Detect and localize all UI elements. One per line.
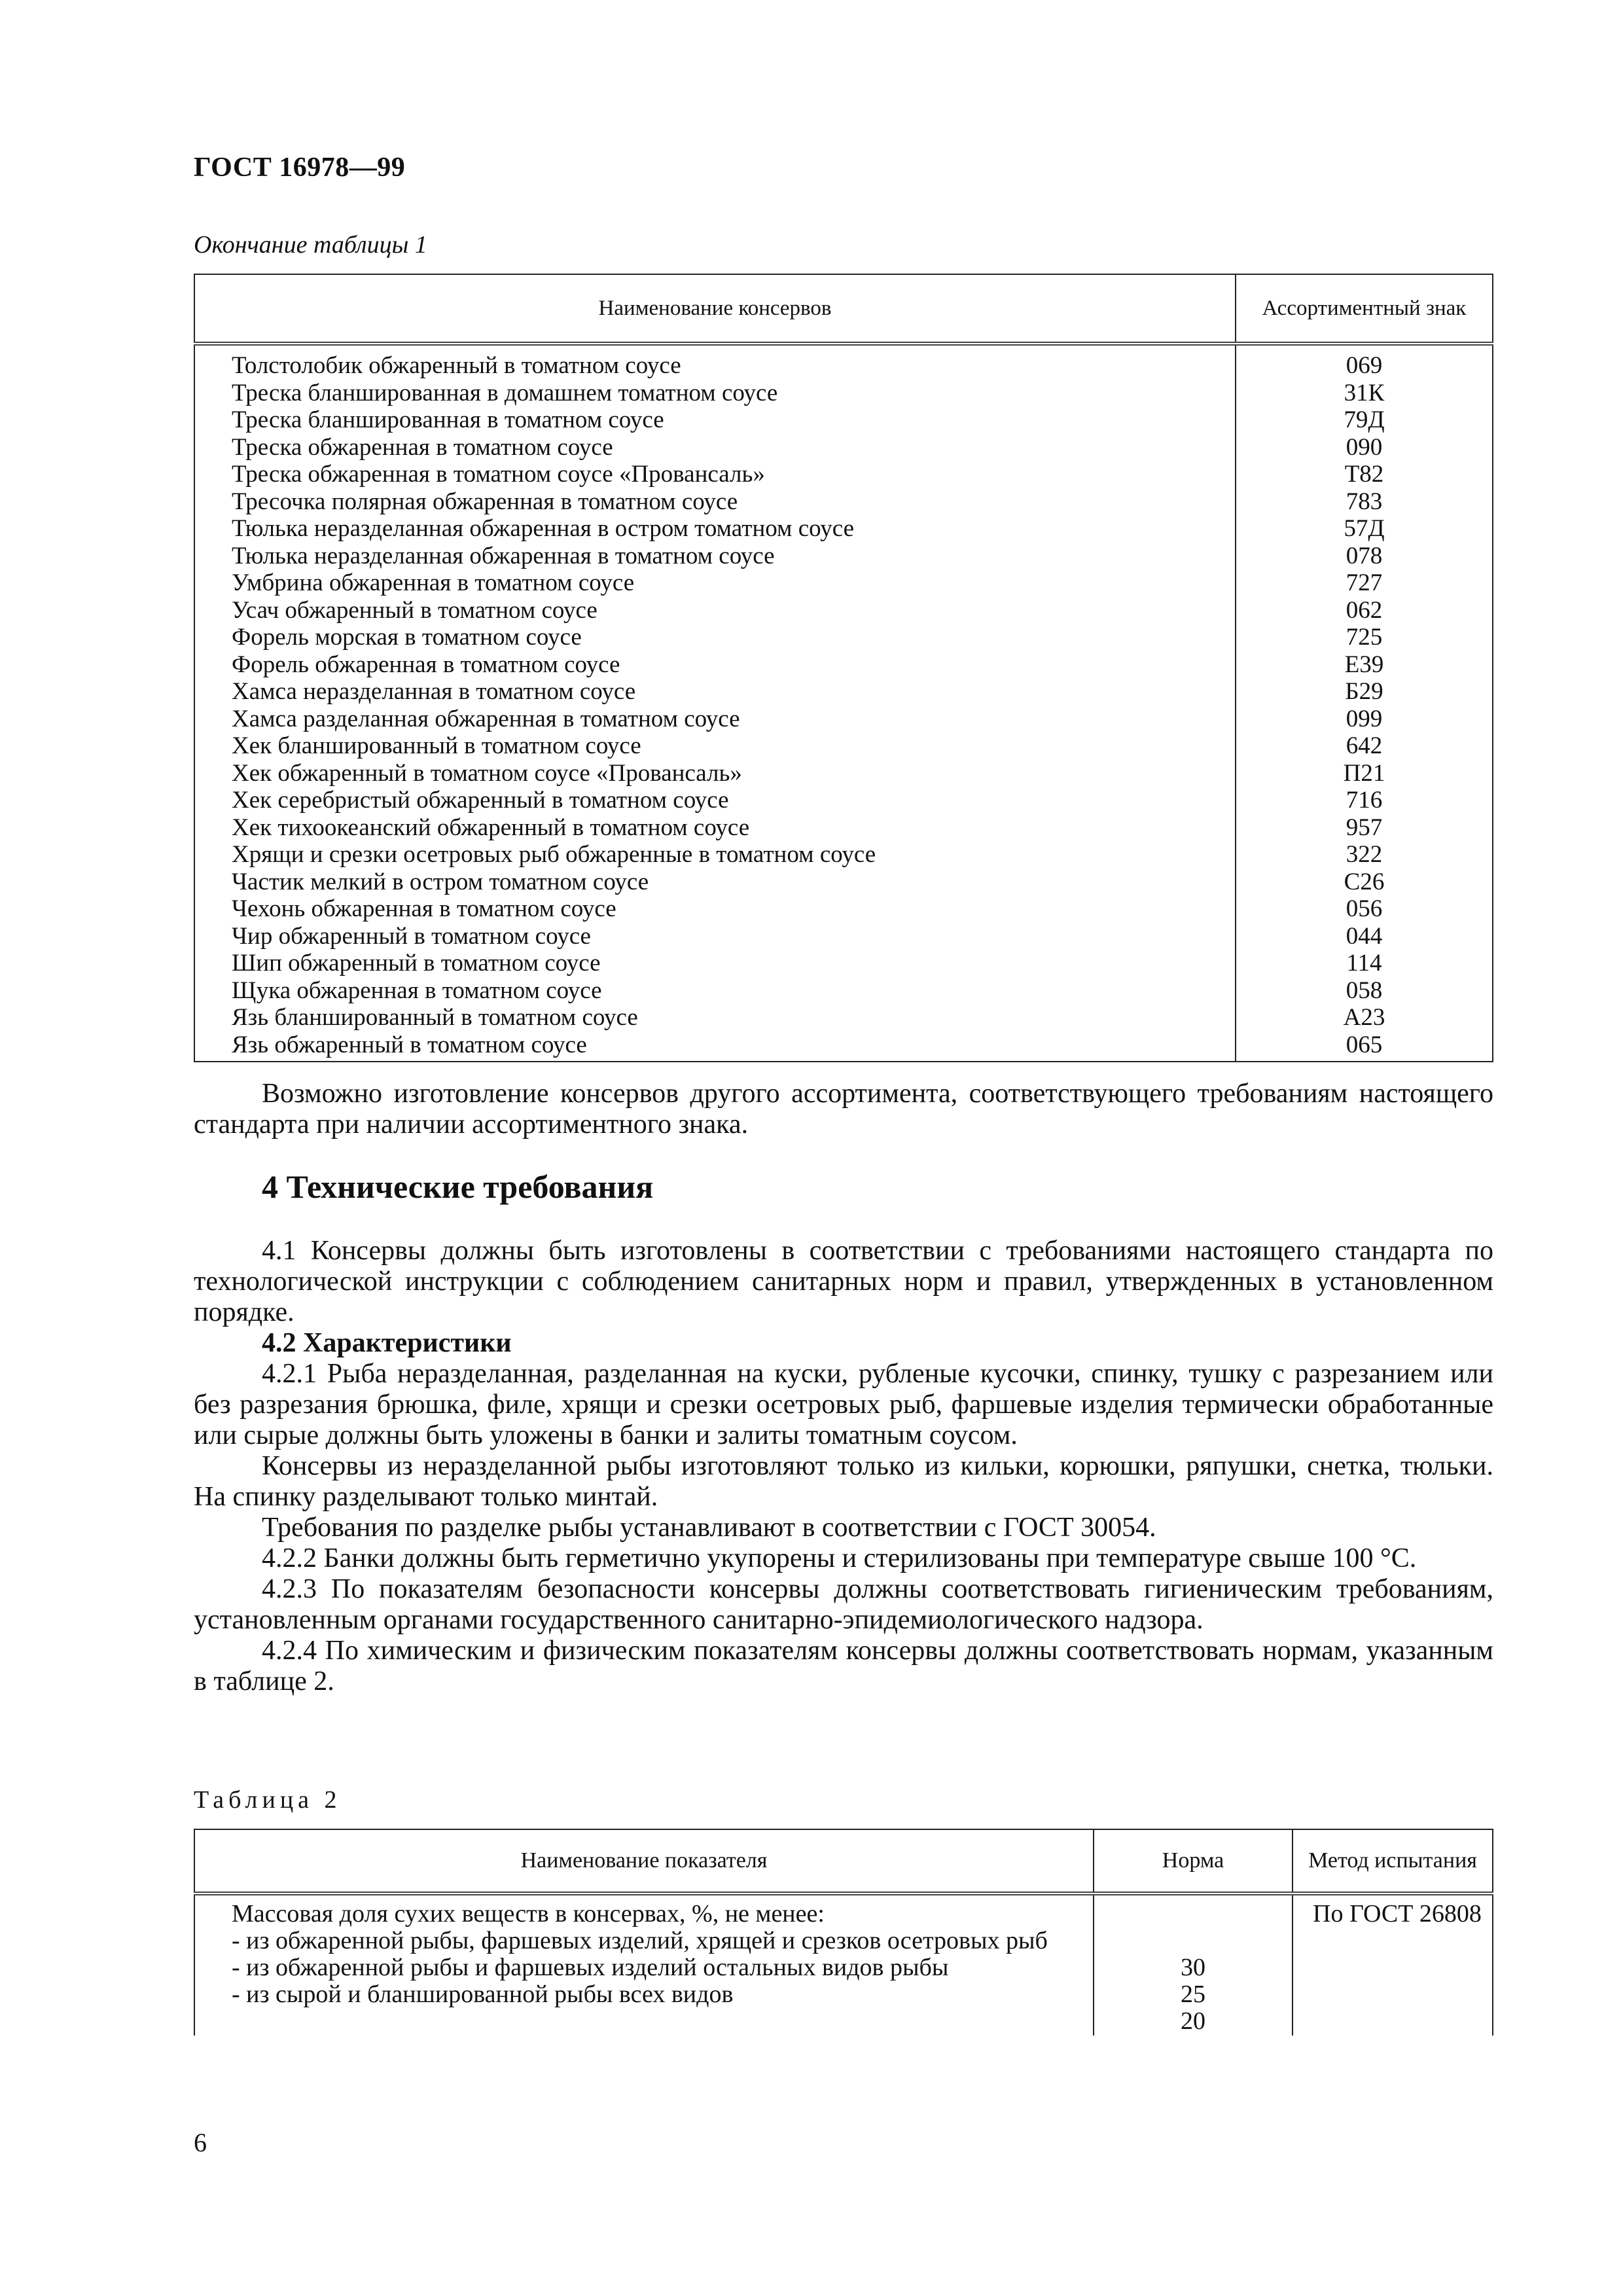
paragraph-4-2-4: 4.2.4 По химическим и физическим показателям консервы должны соответствовать нормам, указанным в таблице 2.	[194, 1636, 1493, 1696]
product-code: 322	[1236, 841, 1493, 869]
table-row	[194, 515, 1493, 543]
product-code: 642	[1236, 732, 1493, 760]
product-code: 114	[1236, 950, 1493, 977]
table1-col-code: Ассортиментный знак	[1236, 274, 1493, 344]
table-row	[194, 461, 1493, 488]
product-code: П21	[1236, 760, 1493, 787]
product-code: Т82	[1236, 461, 1493, 488]
product-code: 078	[1236, 543, 1493, 570]
product-code: А23	[1236, 1004, 1493, 1031]
indicator-item: - из обжаренной рыбы, фаршевых изделий, хрящей и срезков осетровых рыб	[232, 1927, 1048, 1954]
norm-cell	[1094, 1893, 1293, 2036]
table-row	[194, 814, 1493, 842]
table1-header-row	[194, 274, 1493, 344]
indicator-item: - из обжаренной рыбы и фаршевых изделий остальных видов рыбы	[232, 1954, 949, 1981]
table-row	[194, 380, 1493, 407]
table-row	[194, 706, 1493, 733]
product-code: 57Д	[1236, 515, 1493, 543]
section-4-body	[194, 1236, 1493, 1697]
product-name: Умбрина обжаренная в томатном соусе	[194, 569, 1236, 597]
product-name: Чир обжаренный в томатном соусе	[194, 923, 1236, 950]
table1	[194, 274, 1493, 1062]
table-row	[194, 651, 1493, 679]
table-row	[194, 406, 1493, 434]
norm-value: 30	[1181, 1954, 1205, 1981]
table-row	[194, 732, 1493, 760]
product-code: 783	[1236, 488, 1493, 516]
assortment-note	[194, 1079, 1493, 1140]
table1-caption: Окончание таблицы 1	[194, 231, 427, 259]
table-row	[194, 787, 1493, 814]
table-row	[194, 841, 1493, 869]
table-row	[194, 760, 1493, 787]
product-name: Тресочка полярная обжаренная в томатном соусе	[194, 488, 1236, 516]
norm-value: 20	[1181, 2007, 1205, 2035]
paragraph-4-1: 4.1 Консервы должны быть изготовлены в соответствии с требованиями настоящего стандарта по технологической инструкции с соблюдением санитарных норм и правил, утвержденных в установленном порядке.	[194, 1236, 1493, 1327]
product-name: Форель морская в томатном соусе	[194, 624, 1236, 651]
table-row	[194, 543, 1493, 570]
table-row	[194, 1004, 1493, 1031]
product-code: 727	[1236, 569, 1493, 597]
table-row	[194, 950, 1493, 977]
product-name: Хамса разделанная обжаренная в томатном соусе	[194, 706, 1236, 733]
table2-col-indicator: Наименование показателя	[194, 1829, 1094, 1893]
table2	[194, 1829, 1493, 2036]
indicator-title: Массовая доля сухих веществ в консервах, %, не менее:	[232, 1900, 825, 1928]
product-code: 31К	[1236, 380, 1493, 407]
product-code: Б29	[1236, 678, 1493, 706]
paragraph-cutting: Требования по разделке рыбы устанавливают в соответствии с ГОСТ 30054.	[262, 1513, 1156, 1543]
table-row	[194, 434, 1493, 461]
product-code: 099	[1236, 706, 1493, 733]
product-name: Хамса неразделанная в томатном соусе	[194, 678, 1236, 706]
product-code: 725	[1236, 624, 1493, 651]
document-header: ГОСТ 16978—99	[194, 152, 406, 183]
table-row	[194, 488, 1493, 516]
product-code: 069	[1236, 344, 1493, 380]
table-row	[194, 678, 1493, 706]
product-name: Хек серебристый обжаренный в томатном соусе	[194, 787, 1236, 814]
paragraph-4-2-2: 4.2.2 Банки должны быть герметично укупорены и стерилизованы при температуре свыше 100 °С.	[262, 1543, 1417, 1573]
paragraph-whole-fish: Консервы из неразделанной рыбы изготовляют только из кильки, корюшки, ряпушки, снетка, тюльки. На спинку разделывают только минтай.	[194, 1451, 1493, 1512]
table-row	[194, 923, 1493, 950]
product-code: 058	[1236, 977, 1493, 1005]
product-name: Тюлька неразделанная обжаренная в остром томатном соусе	[194, 515, 1236, 543]
product-name: Хрящи и срезки осетровых рыб обжаренные в томатном соусе	[194, 841, 1236, 869]
product-code: 062	[1236, 597, 1493, 624]
note-paragraph: Возможно изготовление консервов другого ассортимента, соответствующего требованиям настоящего стандарта при наличии ассортиментного знака.	[194, 1079, 1493, 1139]
product-name: Чехонь обжаренная в томатном соусе	[194, 895, 1236, 923]
product-name: Толстолобик обжаренный в томатном соусе	[194, 344, 1236, 380]
table2-col-method: Метод испытания	[1293, 1829, 1493, 1893]
product-name: Шип обжаренный в томатном соусе	[194, 950, 1236, 977]
product-name: Язь обжаренный в томатном соусе	[194, 1031, 1236, 1062]
product-name: Язь бланшированный в томатном соусе	[194, 1004, 1236, 1031]
product-code: 056	[1236, 895, 1493, 923]
table-row	[194, 977, 1493, 1005]
product-name: Треска бланшированная в домашнем томатном соусе	[194, 380, 1236, 407]
table-row	[194, 895, 1493, 923]
product-code: Е39	[1236, 651, 1493, 679]
product-code: 957	[1236, 814, 1493, 842]
table2-caption: Таблица 2	[194, 1786, 342, 1814]
product-name: Форель обжаренная в томатном соусе	[194, 651, 1236, 679]
product-name: Усач обжаренный в томатном соусе	[194, 597, 1236, 624]
product-code: 044	[1236, 923, 1493, 950]
product-code: 090	[1236, 434, 1493, 461]
product-code: С26	[1236, 869, 1493, 896]
table2-header-row	[194, 1829, 1493, 1893]
table-row	[194, 869, 1493, 896]
method-cell: По ГОСТ 26808	[1293, 1893, 1493, 2036]
product-name: Хек обжаренный в томатном соусе «Провансаль»	[194, 760, 1236, 787]
product-name: Хек бланшированный в томатном соусе	[194, 732, 1236, 760]
table-row	[194, 597, 1493, 624]
product-code: 716	[1236, 787, 1493, 814]
product-name: Треска обжаренная в томатном соусе «Провансаль»	[194, 461, 1236, 488]
product-name: Щука обжаренная в томатном соусе	[194, 977, 1236, 1005]
section-4-title: 4 Технические требования	[262, 1168, 654, 1205]
product-name: Треска обжаренная в томатном соусе	[194, 434, 1236, 461]
page-number: 6	[194, 2128, 207, 2157]
product-name: Хек тихоокеанский обжаренный в томатном соусе	[194, 814, 1236, 842]
table-row	[194, 344, 1493, 380]
table-row	[194, 1031, 1493, 1062]
subsection-4-2-title: 4.2 Характеристики	[262, 1328, 512, 1358]
indicator-item: - из сырой и бланшированной рыбы всех видов	[232, 1981, 734, 2008]
paragraph-4-2-3: 4.2.3 По показателям безопасности консервы должны соответствовать гигиеническим требованиям, установленным органами государственного санитарно-эпидемиологического надзора.	[194, 1574, 1493, 1635]
product-name: Частик мелкий в остром томатном соусе	[194, 869, 1236, 896]
table-row	[194, 1893, 1493, 2036]
paragraph-4-2-1: 4.2.1 Рыба неразделанная, разделанная на куски, рубленые кусочки, спинку, тушку с разрезанием или без разрезания брюшка, филе, хрящи и срезки осетровых рыб, фаршевые изделия термически обработанные или сырые должны быть уложены в банки и залиты томатным соусом.	[194, 1359, 1493, 1450]
table-row	[194, 569, 1493, 597]
product-name: Тюлька неразделанная обжаренная в томатном соусе	[194, 543, 1236, 570]
table1-col-name: Наименование консервов	[194, 274, 1236, 344]
indicator-cell	[194, 1893, 1094, 2036]
norm-value: 25	[1181, 1981, 1205, 2008]
product-name: Треска бланшированная в томатном соусе	[194, 406, 1236, 434]
table-row	[194, 624, 1493, 651]
product-code: 065	[1236, 1031, 1493, 1062]
product-code: 79Д	[1236, 406, 1493, 434]
table2-col-norm: Норма	[1094, 1829, 1293, 1893]
